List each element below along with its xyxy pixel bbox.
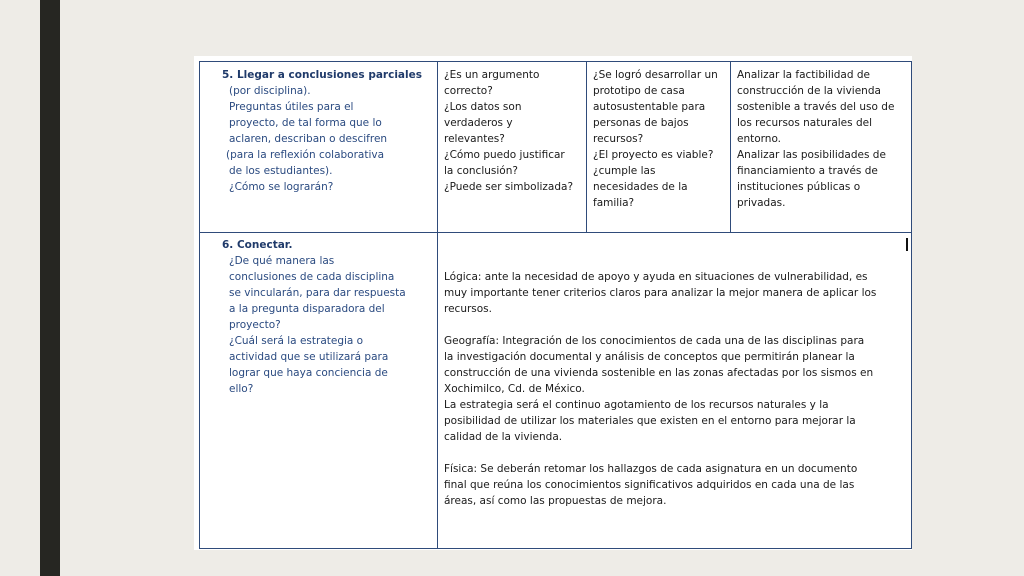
logic-question: relevantes? — [444, 133, 505, 145]
step5-line: de los estudiantes). — [229, 165, 333, 177]
geografia-paragraph-line: La estrategia será el continuo agotamiento de los recursos naturales y la — [444, 399, 829, 411]
analysis-line: entorno. — [737, 133, 782, 145]
step5-heading: 5. Llegar a conclusiones parciales — [222, 69, 422, 81]
analysis-line: sostenible a través del uso de — [737, 101, 895, 113]
analysis-line: Analizar las posibilidades de — [737, 149, 886, 161]
logic-question: ¿Es un argumento — [444, 69, 540, 81]
logic-question: la conclusión? — [444, 165, 518, 177]
project-question: recursos? — [593, 133, 644, 145]
left-accent-bar — [40, 0, 60, 576]
step6-line: ello? — [229, 383, 254, 395]
fisica-paragraph-line: Física: Se deberán retomar los hallazgos de cada asignatura en un documento — [444, 463, 858, 475]
project-question: ¿El proyecto es viable? — [593, 149, 714, 161]
analysis-line: instituciones públicas o — [737, 181, 861, 193]
analysis-line: los recursos naturales del — [737, 117, 872, 129]
row1-col4-cell[interactable] — [731, 62, 912, 233]
paragraph-gap — [444, 317, 905, 333]
logica-paragraph-line: muy importante tener criterios claros para analizar la mejor manera de aplicar los — [444, 287, 877, 299]
analysis-line: construcción de la vivienda — [737, 85, 881, 97]
step5-line: aclaren, describan o descifren — [229, 133, 388, 145]
step5-line: Preguntas útiles para el — [229, 101, 354, 113]
geografia-paragraph-line: construcción de una vivienda sostenible en las zonas afectadas por los sismos en — [444, 367, 874, 379]
analysis-line: Analizar la factibilidad de — [737, 69, 870, 81]
step6-line: proyecto? — [229, 319, 281, 331]
geografia-paragraph-line: calidad de la vivienda. — [444, 431, 563, 443]
table-row — [200, 62, 912, 233]
project-question: familia? — [593, 197, 635, 209]
logica-paragraph-line: recursos. — [444, 303, 492, 315]
logic-question: verdaderos y — [444, 117, 513, 129]
step6-line: conclusiones de cada disciplina — [229, 271, 395, 283]
logic-question: ¿Cómo puedo justificar — [444, 149, 565, 161]
analysis-line: privadas. — [737, 197, 786, 209]
step5-line: proyecto, de tal forma que lo — [229, 117, 382, 129]
row1-col1-cell[interactable] — [200, 62, 438, 233]
geografia-paragraph-line: la investigación documental y análisis de conceptos que permitirán planear la — [444, 351, 855, 363]
step6-line: actividad que se utilizará para — [229, 351, 389, 363]
project-question: prototipo de casa — [593, 85, 685, 97]
step6-line: se vincularán, para dar respuesta — [229, 287, 406, 299]
row1-col3-cell[interactable] — [587, 62, 731, 233]
geografia-paragraph-line: Geografía: Integración de los conocimientos de cada una de las disciplinas para — [444, 335, 865, 347]
step6-line: ¿De qué manera las — [229, 255, 335, 267]
geografia-paragraph-line: Xochimilco, Cd. de México. — [444, 383, 585, 395]
text-cursor — [906, 238, 908, 251]
logic-question: correcto? — [444, 85, 493, 97]
paragraph-gap — [444, 445, 905, 461]
step6-line: ¿Cuál será la estrategia o — [229, 335, 364, 347]
project-question: autosustentable para — [593, 101, 706, 113]
project-question: necesidades de la — [593, 181, 688, 193]
project-question: ¿Se logró desarrollar un — [593, 69, 718, 81]
logica-paragraph-line: Lógica: ante la necesidad de apoyo y ayuda en situaciones de vulnerabilidad, es — [444, 271, 868, 283]
step5-line: (para la reflexión colaborativa — [226, 149, 385, 161]
logic-question: ¿Los datos son — [444, 101, 522, 113]
project-table — [199, 61, 912, 549]
row1-col2-cell[interactable] — [438, 62, 587, 233]
step5-line: (por disciplina). — [229, 85, 311, 97]
project-question: ¿cumple las — [593, 165, 656, 177]
table-row — [200, 233, 912, 549]
row2-col1-cell[interactable] — [200, 233, 438, 549]
step5-line: ¿Cómo se lograrán? — [229, 181, 334, 193]
logic-question: ¿Puede ser simbolizada? — [444, 181, 574, 193]
step6-line: a la pregunta disparadora del — [229, 303, 385, 315]
step6-heading: 6. Conectar. — [222, 239, 293, 251]
row2-response-cell[interactable] — [438, 233, 912, 549]
step6-line: lograr que haya conciencia de — [229, 367, 388, 379]
geografia-paragraph-line: posibilidad de utilizar los materiales que existen en el entorno para mejorar la — [444, 415, 856, 427]
fisica-paragraph-line: final que reúna los conocimientos significativos adquiridos en cada una de las — [444, 479, 855, 491]
analysis-line: financiamiento a través de — [737, 165, 878, 177]
fisica-paragraph-line: áreas, así como las propuestas de mejora. — [444, 495, 667, 507]
project-question: personas de bajos — [593, 117, 689, 129]
